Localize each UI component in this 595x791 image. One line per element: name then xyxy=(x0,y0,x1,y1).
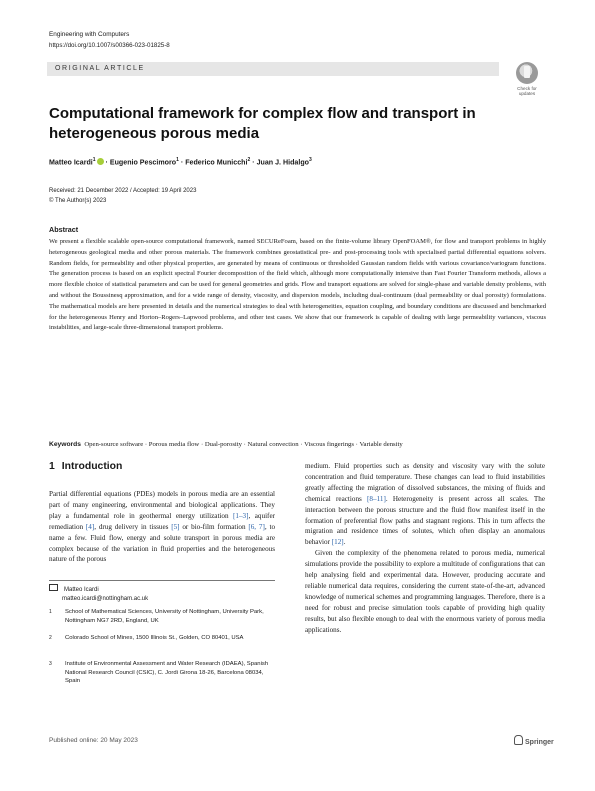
author-affiliation-mark: 3 xyxy=(309,157,312,163)
affiliation-2 xyxy=(49,634,279,643)
corresponding-email[interactable]: matteo.icardi@nottingham.ac.uk xyxy=(62,595,149,602)
article-type-banner: ORIGINAL ARTICLE xyxy=(47,62,499,76)
intro-column-right xyxy=(305,461,545,636)
text-run: . xyxy=(343,538,346,547)
badge-line-2: updates xyxy=(518,91,536,97)
author-list: Matteo Icardi$^1$ · Eugenio Pescimoro$^1$ · Federico Municchi$^2$ · Juan J. Hidalgo$^3$ xyxy=(49,157,312,167)
affiliation-number: 3 xyxy=(49,661,52,667)
citation-link[interactable]: [6, 7] xyxy=(248,522,265,531)
text-run: , to name a few. Fluid flow, energy and solute transport in porous media are complex because of the variation in fluid properties and the heterogeneous nature of the porous xyxy=(49,522,276,564)
author-name[interactable]: Matteo Icardi xyxy=(49,158,93,167)
paper-title: Computational framework for complex flow and transport in heterogeneous porous media xyxy=(49,105,476,142)
author-name[interactable]: Juan J. Hidalgo xyxy=(256,158,309,167)
published-online: Published online: 20 May 2023 xyxy=(49,737,138,744)
keywords xyxy=(49,440,546,451)
affiliation-text: Colorado School of Mines, 1500 Illinois St., Golden, CO 80401, USA xyxy=(65,635,244,641)
journal-name: Engineering with Computers xyxy=(49,31,130,38)
intro-column-left xyxy=(49,489,275,565)
abstract-text: We present a flexible scalable open-source computational framework, named SECUReFoam, based on the finite-volume library OpenFOAM®, for flow and transport problems in highly heterogeneous geological media and other porous materials. The framework combines geostatistical pre- and post-processing tools with specialised partial differential equations solvers. Random fields, for permeability and other physical properties, are generated by means of continuous or thresholded Gaussian random fields with various covariance/variogram functions. The generation process is based on an explicit spectral Fourier decomposition of the field which, although more computationally intensive than Fast Fourier Transform methods, allows a more flexible choice of statistical parameters and can be used for general geometries and grids. Flow and transport equations are solved for single-phase and variable density problems, with and without the Boussinesq approximation, and for a wide range of density, viscosity, and dispersion models, including dual-continuum (dual permeability or dual porosity) formulations. The mathematical models are here presented in details and the numerical strategies to deal with heterogeneities, equation coupling, and boundary conditions are discussed and benchmarked for the heterogeneous Henry and Horton–Rogers–Lapwood problems, and other test cases. We show that our framework is capable of dealing with large permeability variances, viscous instabilities, and large-scale three-dimensional transport problems. xyxy=(49,238,546,332)
author-affiliation-mark: 1 xyxy=(92,157,96,163)
affiliation-number: 2 xyxy=(49,635,52,641)
author-name[interactable]: Federico Municchi xyxy=(185,158,248,167)
text-run: medium. Fluid properties such as density and viscosity vary with the solute concentration and fluid temperature. These changes can lead to fluid instabilities greatly affecting the migration of dissolved substances, the mixing of fluids and chemical reactions xyxy=(305,462,545,503)
affiliation-number: 1 xyxy=(49,609,52,615)
text-run: . Heterogeneity is present across all scales. The interaction between the porous structure and the fluid flow manifest itself in the formation of preferential flow paths and stagnant regions. This in turn affects the migration and residence times of solutes, which often display an anomalous behavior xyxy=(305,494,545,547)
affiliation-1 xyxy=(49,608,279,625)
citation-link[interactable]: [4] xyxy=(85,522,95,531)
author-affiliation-mark: 2 xyxy=(247,157,251,163)
envelope-icon xyxy=(49,584,58,591)
orcid-icon[interactable] xyxy=(97,158,104,165)
publisher-name: Springer xyxy=(525,739,554,746)
corresponding-author: Matteo Icardi xyxy=(64,587,99,593)
publisher-logo xyxy=(514,735,554,746)
citation-link[interactable]: [8–11] xyxy=(367,494,386,503)
author-affiliation-mark: 1 xyxy=(176,157,179,163)
doi-link[interactable]: https://doi.org/10.1007/s00366-023-01825-8 xyxy=(49,42,170,49)
received-accepted-dates: Received: 21 December 2022 / Accepted: 19 April 2023 xyxy=(49,188,197,194)
article-dates xyxy=(49,186,196,206)
affiliation-text: School of Mathematical Sciences, University of Nottingham, University Park, Nottingham NG7 2RD, England, UK xyxy=(65,609,264,624)
footnote-divider xyxy=(49,580,275,581)
author-name[interactable]: Eugenio Pescimoro xyxy=(109,158,177,167)
citation-link[interactable]: [1–3] xyxy=(233,511,249,520)
affiliation-text: Institute of Environmental Assessment and Water Research (IDAEA), Spanish National Research Council (CSIC), C. Jordi Girona 18-26, Barcelona 08034, Spain xyxy=(65,661,269,685)
citation-link[interactable]: [12] xyxy=(331,538,344,547)
text-run: Partial differential equations (PDEs) models in porous media are an essential part of many engineering, environmental and biological applications. They play a fundamental role in geothermal energy utilization xyxy=(49,490,275,520)
intro-paragraph-2: Given the complexity of the phenomena related to porous media, numerical simulations provide the possibility to explore a multitude of configurations that can help analysing field and experimental data. However, producing accurate and reliable numerical data requires, considering the current state-of-the-art, advanced knowledge of numerical schemes and programming languages. Therefore, there is a need for robust and precise simulation tools capable of providing high quality results, but also flexible enough to deal with the enormous variety of porous media applications. xyxy=(305,549,545,634)
text-run: , aquifer remediation xyxy=(49,511,275,531)
text-run: , drug delivery in tissues xyxy=(94,522,172,531)
text-run: or bio-film formation xyxy=(179,522,249,531)
section-heading xyxy=(49,461,122,472)
abstract-heading: Abstract xyxy=(49,225,79,234)
keywords-list: Open-source software · Porous media flow · Dual-porosity · Natural convection · Viscous fingerings · Variable density xyxy=(84,441,403,448)
intro-paragraph-1-cont xyxy=(305,461,545,548)
section-number: 1 xyxy=(49,461,55,472)
bookmark-icon xyxy=(516,62,538,84)
affiliation-3 xyxy=(49,660,279,686)
section-title: Introduction xyxy=(61,461,123,472)
correspondence xyxy=(49,584,148,603)
check-for-updates-badge[interactable] xyxy=(512,62,542,100)
citation-link[interactable]: [5] xyxy=(171,522,180,531)
badge-line-1: Check for xyxy=(517,86,537,91)
keywords-label: Keywords xyxy=(49,441,81,448)
springer-horse-icon xyxy=(514,735,523,745)
copyright-line: © The Author(s) 2023 xyxy=(49,198,107,204)
intro-paragraph-1 xyxy=(49,489,275,565)
